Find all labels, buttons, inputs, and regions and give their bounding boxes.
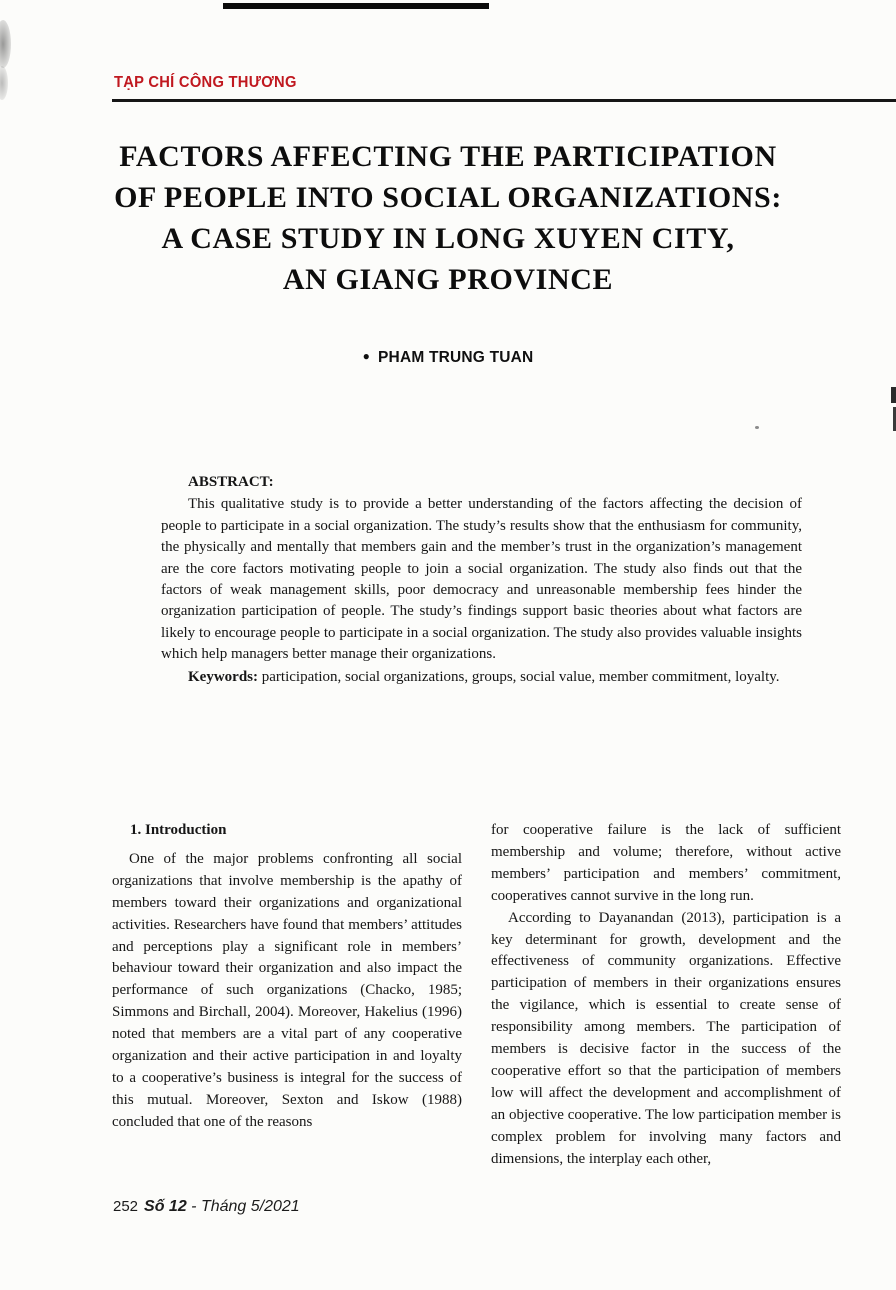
- abstract-text: This qualitative study is to provide a better understanding of the factors affecting the decision of people to participate in a social organization. The study’s results show that the enthusiasm for community, the physically and mentally that members gain and the member’s trust in the organization’s management are the core factors motivating people to join a social organization. The study also finds out that the factors of weak management skills, poor democracy and unreasonable membership fees hinder the organization participation of people. The study’s findings support basic theories about what factors are likely to encourage people to participate in a social organization. The study also provides valuable insights which help managers better manage their organizations.: [161, 496, 802, 663]
- body-paragraph: for cooperative failure is the lack of sufficient membership and volume; therefore, without active members’ participation and members’ commitment, cooperatives cannot survive in the long run.: [491, 822, 841, 904]
- scan-artifact: [0, 20, 11, 68]
- article-title-line: FACTORS AFFECTING THE PARTICIPATION: [119, 140, 777, 173]
- journal-name: TẠP CHÍ CÔNG THƯƠNG: [114, 74, 297, 91]
- issue-label: Số 12: [144, 1198, 187, 1215]
- section-heading-introduction: 1. Introduction: [130, 822, 227, 838]
- header-divider: [112, 99, 896, 102]
- body-paragraph: According to Dayanandan (2013), participation is a key determinant for growth, development and the effectiveness of community organizations. Effective participation of members in their organizations ensures the vigilance, which is essential to create sense of responsibility among members. The participation of members is decisive factor in the success of the cooperative effort so that the participation of members low will affect the development and accomplishment of an objective cooperative. The low participation member is complex problem for involving many factors and dimensions, the interplay each other,: [491, 909, 841, 1167]
- scan-artifact: [0, 66, 8, 100]
- page-footer: [113, 1198, 300, 1216]
- issue-date: - Tháng 5/2021: [186, 1198, 300, 1215]
- scan-artifact: [891, 387, 896, 403]
- author-line: [0, 349, 896, 367]
- keywords-line: [161, 667, 802, 688]
- page-number: 252: [113, 1198, 139, 1215]
- scan-artifact: [223, 3, 489, 9]
- author-name: PHAM TRUNG TUAN: [378, 349, 534, 366]
- abstract-heading: ABSTRACT:: [188, 474, 274, 490]
- article-title: [40, 136, 856, 300]
- article-title-line: A CASE STUDY IN LONG XUYEN CITY,: [161, 222, 735, 255]
- article-title-line: OF PEOPLE INTO SOCIAL ORGANIZATIONS:: [114, 181, 782, 214]
- left-column: [112, 820, 462, 1171]
- article-title-line: AN GIANG PROVINCE: [282, 263, 614, 296]
- scan-artifact: [755, 426, 759, 429]
- keywords-label: Keywords:: [188, 668, 258, 685]
- right-column: [491, 820, 841, 1171]
- keywords-text: participation, social organizations, groups, social value, member commitment, loyalty.: [258, 668, 780, 685]
- bullet-icon: ●: [362, 349, 371, 363]
- body-paragraph: One of the major problems confronting all social organizations that involve membership is the apathy of members toward their organizations and organizational activities. Researchers have found that members’ attitudes and perceptions play a significant role in members’ behaviour toward their organization and also impact the performance of such organizations (Chacko, 1985; Simmons and Birchall, 2004). Moreover, Hakelius (1996) noted that members are a vital part of any cooperative organization and their active participation in and loyalty to a cooperative’s business is integral for the success of this mutual. Moreover, Sexton and Iskow (1988) concluded that one of the reasons: [112, 850, 462, 1130]
- body-columns: [112, 820, 841, 1171]
- abstract-section: [161, 472, 802, 688]
